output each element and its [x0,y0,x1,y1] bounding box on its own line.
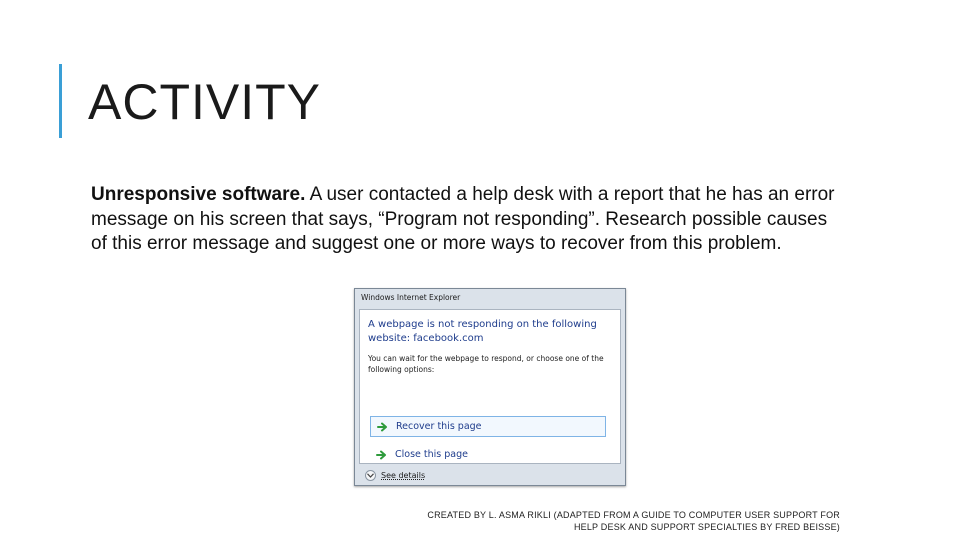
green-arrow-icon [377,421,389,433]
dialog-title-bar: Windows Internet Explorer [361,293,461,302]
recover-page-option[interactable] [370,416,606,437]
dialog-content-panel [359,309,621,464]
slide-title: ACTIVITY [88,74,322,130]
dialog-heading: A webpage is not responding on the following website: facebook.com [368,319,597,344]
activity-description [91,183,841,257]
activity-body-text: A user contacted a help desk with a report that he has an error message on his screen that says, “Program not responding”. Research possible causes of this error message and suggest one or more ways to recover from this problem. [91,184,835,254]
close-page-label: Close this page [395,449,468,460]
green-arrow-icon [376,449,388,461]
not-responding-dialog [354,288,626,486]
dialog-description: You can wait for the webpage to respond, or choose one of the following options: [368,354,604,374]
credit-line-2: HELP DESK AND SUPPORT SPECIALTIES BY FRED BEISSE) [573,522,840,532]
chevron-down-icon [365,470,376,481]
slide-credit [380,509,840,533]
see-details-toggle[interactable] [365,470,425,481]
credit-line-1: CREATED BY L. ASMA RIKLI (ADAPTED FROM A GUIDE TO COMPUTER USER SUPPORT FOR [427,510,840,520]
close-page-option[interactable] [370,444,606,465]
title-accent-bar [59,64,62,138]
recover-page-label: Recover this page [396,421,482,432]
activity-bold-lead: Unresponsive software. [91,184,306,205]
see-details-label: See details [381,471,426,480]
